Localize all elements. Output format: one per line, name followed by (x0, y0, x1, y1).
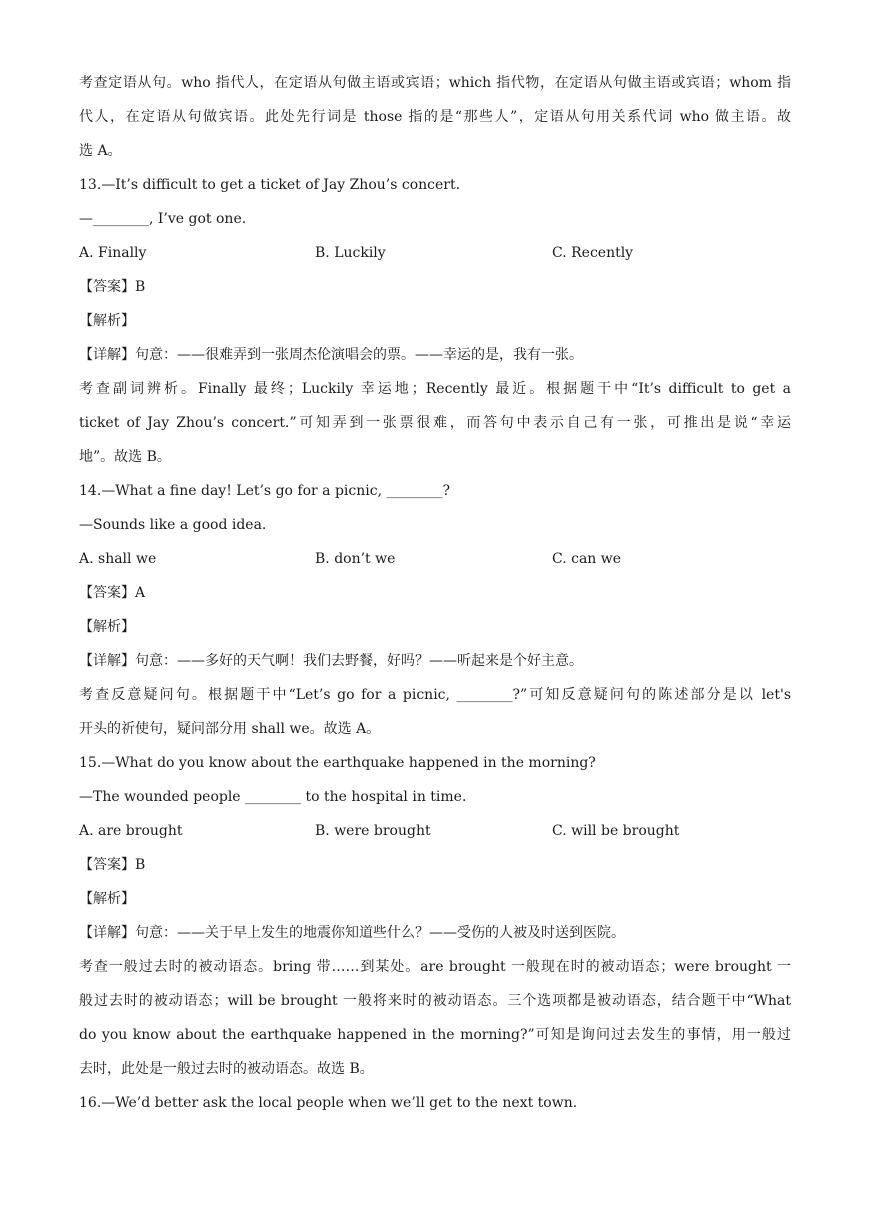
options-row (79, 814, 791, 848)
options-row (79, 542, 791, 576)
option-b: B. Luckily (315, 245, 386, 261)
question-16 (79, 1086, 791, 1120)
analysis-line: 考查反意疑问句。根据题干中“Let’s go for a picnic, ________?”可知反意疑问句的陈述部分是以 let's (79, 687, 791, 703)
question-stem: 16.—We’d better ask the local people when we’ll get to the next town. (79, 1095, 578, 1111)
text-line: 选 A。 (79, 143, 122, 159)
question-stem: 15.—What do you know about the earthquake happened in the morning? (79, 755, 596, 771)
answer-label: 【答案】B (79, 279, 146, 295)
detail-line: 【详解】句意：——关于早上发生的地震你知道些什么？——受伤的人被及时送到医院。 (79, 925, 625, 941)
option-a: A. Finally (79, 245, 147, 261)
question-stem: 14.—What a fine day! Let’s go for a picnic, ________? (79, 483, 450, 499)
question-14 (79, 474, 791, 746)
detail-line: 【详解】句意：——很难弄到一张周杰伦演唱会的票。——幸运的是，我有一张。 (79, 347, 583, 363)
options-row (79, 236, 791, 270)
analysis-line: 地”。故选 B。 (79, 449, 171, 465)
analysis-label: 【解析】 (79, 891, 135, 907)
detail-line: 【详解】句意：——多好的天气啊！我们去野餐，好吗？——听起来是个好主意。 (79, 653, 583, 669)
intro-analysis (79, 66, 791, 168)
analysis-line: ticket of Jay Zhou’s concert.”可知弄到一张票很难，而答句中表示自己有一张，可推出是说“幸运 (79, 415, 791, 431)
analysis-label: 【解析】 (79, 313, 135, 329)
option-a: A. shall we (79, 551, 157, 567)
answer-label: 【答案】A (79, 585, 146, 601)
analysis-line: 考查一般过去时的被动语态。bring 带……到某处。are brought 一般现在时的被动语态；were brought 一 (79, 959, 791, 975)
question-reply: —The wounded people ________ to the hospital in time. (79, 789, 467, 805)
option-c: C. Recently (552, 245, 634, 261)
analysis-line: 考查副词辨析。Finally 最终；Luckily 幸运地；Recently 最近。根据题干中“It’s difficult to get a (79, 381, 791, 397)
analysis-line: do you know about the earthquake happened in the morning?”可知是询问过去发生的事情，用一般过 (79, 1027, 791, 1043)
option-c: C. can we (552, 551, 622, 567)
document-page (79, 66, 791, 1120)
option-b: B. were brought (315, 823, 431, 839)
answer-label: 【答案】B (79, 857, 146, 873)
option-c: C. will be brought (552, 823, 680, 839)
option-b: B. don’t we (315, 551, 396, 567)
analysis-line: 开头的祈使句，疑问部分用 shall we。故选 A。 (79, 721, 381, 737)
text-line: 代人，在定语从句做宾语。此处先行词是 those 指的是“那些人”，定语从句用关系代词 who 做主语。故 (79, 109, 791, 125)
question-reply: —________, I’ve got one. (79, 211, 247, 227)
text-line: 考查定语从句。who 指代人，在定语从句做主语或宾语；which 指代物，在定语从句做主语或宾语；whom 指 (79, 75, 791, 91)
analysis-label: 【解析】 (79, 619, 135, 635)
question-stem: 13.—It’s difficult to get a ticket of Jay Zhou’s concert. (79, 177, 461, 193)
option-a: A. are brought (79, 823, 183, 839)
question-13 (79, 168, 791, 474)
question-15 (79, 746, 791, 1086)
analysis-line: 去时，此处是一般过去时的被动语态。故选 B。 (79, 1061, 374, 1077)
analysis-line: 般过去时的被动语态；will be brought 一般将来时的被动语态。三个选项都是被动语态，结合题干中“What (79, 993, 791, 1009)
question-reply: —Sounds like a good idea. (79, 517, 267, 533)
